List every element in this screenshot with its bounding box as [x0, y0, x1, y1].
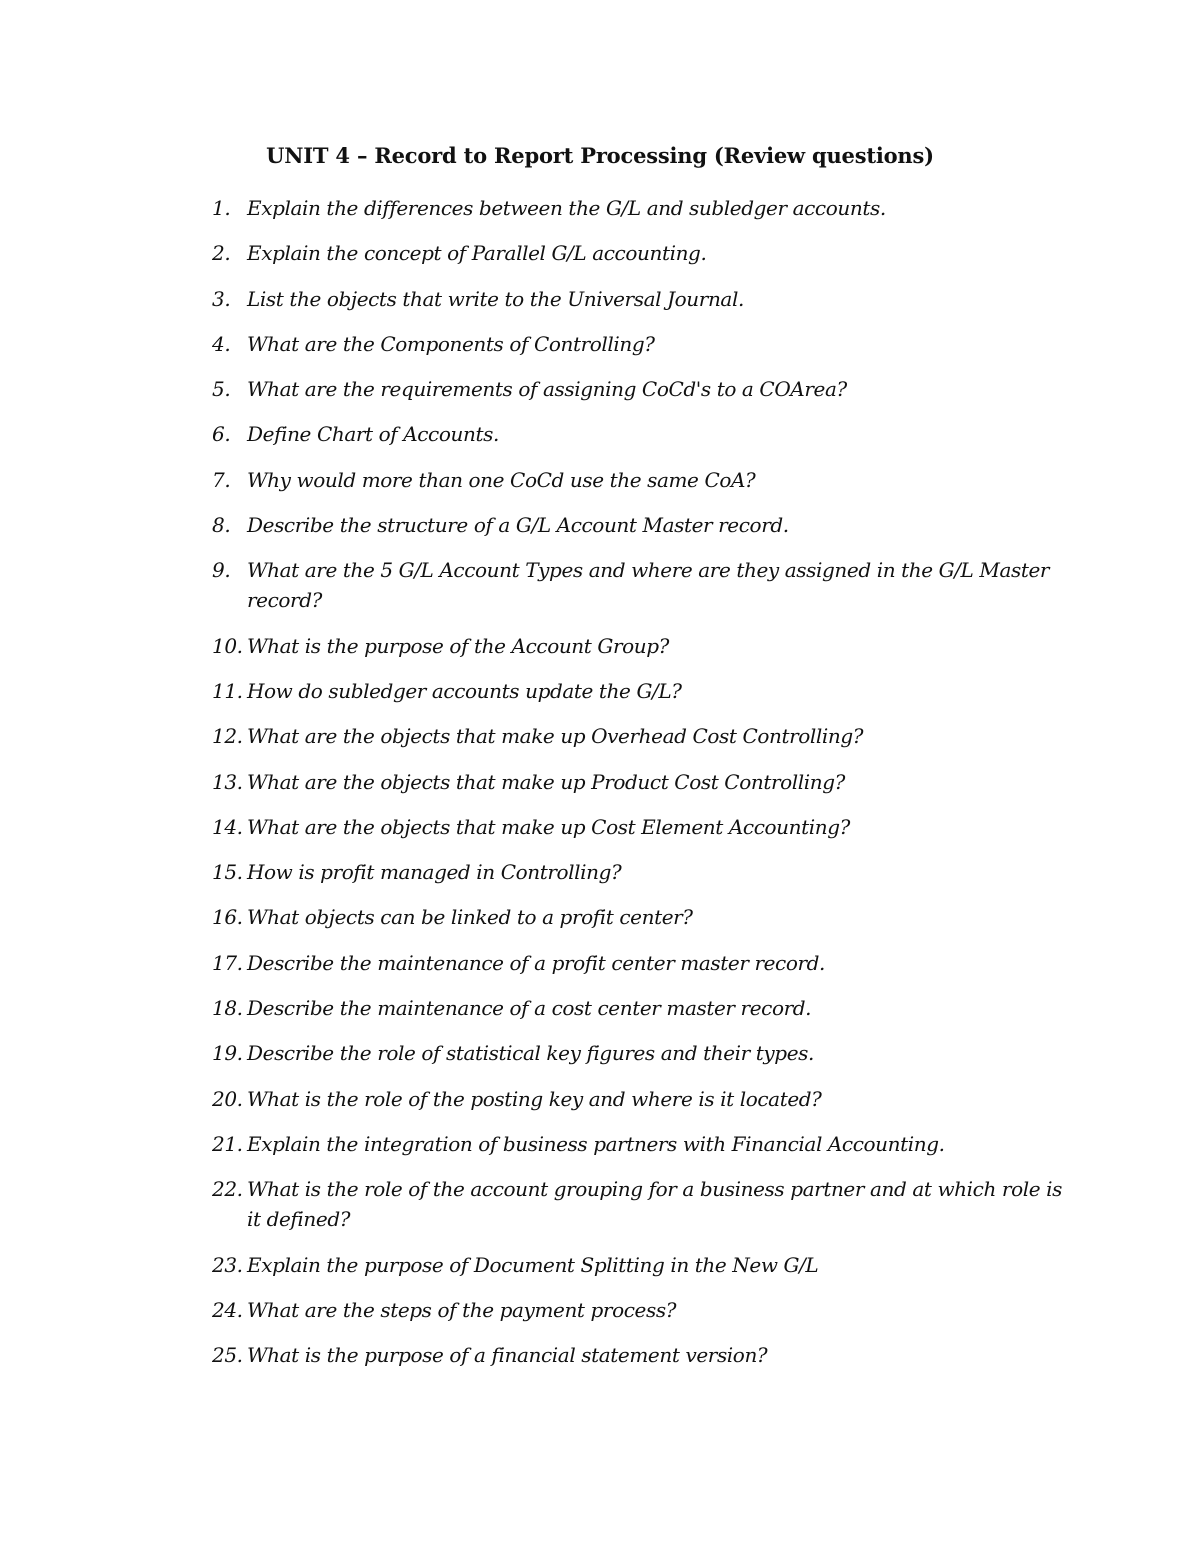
- page-title: UNIT 4 – Record to Report Processing (Review questions): [266, 143, 934, 168]
- question-text: Describe the role of statistical key figures and their types.: [247, 1041, 814, 1066]
- question-text: Why would more than one CoCd use the same CoA?: [247, 467, 756, 492]
- question-number: 16.: [212, 905, 243, 930]
- question-item: [212, 1295, 1062, 1325]
- question-number: 23.: [212, 1252, 243, 1277]
- question-text: Describe the structure of a G/L Account Master record.: [247, 513, 789, 538]
- question-number: 13.: [212, 769, 243, 794]
- question-number: 10.: [212, 633, 243, 658]
- question-number: 25.: [212, 1343, 243, 1368]
- question-item: [212, 238, 1062, 268]
- question-item: [212, 1174, 1062, 1234]
- question-text: What is the purpose of the Account Group?: [247, 633, 669, 658]
- question-number: 24.: [212, 1297, 243, 1322]
- question-number: 11.: [212, 678, 243, 703]
- question-text: Describe the maintenance of a profit center master record.: [247, 950, 826, 975]
- question-number: 4.: [212, 331, 231, 356]
- question-item: [212, 510, 1062, 540]
- question-item: [212, 1340, 1062, 1370]
- question-number: 19.: [212, 1041, 243, 1066]
- question-text: What are the requirements of assigning CoCd's to a COArea?: [247, 377, 847, 402]
- question-item: [212, 374, 1062, 404]
- question-number: 6.: [212, 422, 231, 447]
- question-text: What is the role of the posting key and where is it located?: [247, 1086, 822, 1111]
- question-text: What objects can be linked to a profit center?: [247, 905, 693, 930]
- question-number: 1.: [212, 196, 231, 220]
- question-item: [212, 857, 1062, 887]
- question-item: [212, 1038, 1062, 1068]
- question-number: 18.: [212, 996, 243, 1021]
- question-text: What are the Components of Controlling?: [247, 331, 655, 356]
- question-item: [212, 465, 1062, 495]
- question-item: [212, 902, 1062, 932]
- question-item: [212, 676, 1062, 706]
- question-text: How is profit managed in Controlling?: [247, 860, 622, 885]
- question-text: How do subledger accounts update the G/L?: [247, 678, 682, 703]
- question-item: [212, 329, 1062, 359]
- question-number: 8.: [212, 513, 231, 538]
- question-text: Define Chart of Accounts.: [247, 422, 499, 447]
- question-item: [212, 948, 1062, 978]
- question-number: 15.: [212, 860, 243, 885]
- question-text: What are the steps of the payment process?: [247, 1297, 677, 1322]
- question-number: 20.: [212, 1086, 243, 1111]
- question-item: [212, 1129, 1062, 1159]
- question-text: List the objects that write to the Universal Journal.: [247, 286, 744, 311]
- question-number: 12.: [212, 724, 243, 749]
- question-number: 3.: [212, 286, 231, 311]
- question-text: What are the objects that make up Cost Element Accounting?: [247, 814, 850, 839]
- question-text: What is the role of the account grouping for a business partner and at which role is it defined?: [247, 1177, 1062, 1232]
- question-text: What are the 5 G/L Account Types and where are they assigned in the G/L Master record?: [247, 558, 1050, 613]
- question-item: [212, 193, 1062, 223]
- question-item: [212, 1084, 1062, 1114]
- question-text: What are the objects that make up Product Cost Controlling?: [247, 769, 845, 794]
- question-text: What is the purpose of a financial statement version?: [247, 1343, 768, 1368]
- question-text: Explain the purpose of Document Splitting in the New G/L: [247, 1252, 819, 1277]
- question-item: [212, 1250, 1062, 1280]
- question-list: [212, 193, 1062, 1385]
- question-item: [212, 631, 1062, 661]
- question-number: 14.: [212, 814, 243, 839]
- question-item: [212, 284, 1062, 314]
- question-number: 17.: [212, 950, 243, 975]
- question-item: [212, 419, 1062, 449]
- question-number: 22.: [212, 1177, 243, 1202]
- question-item: [212, 555, 1062, 615]
- question-text: What are the objects that make up Overhead Cost Controlling?: [247, 724, 864, 749]
- question-item: [212, 721, 1062, 751]
- question-number: 2.: [212, 241, 231, 266]
- question-item: [212, 993, 1062, 1023]
- question-text: Explain the differences between the G/L and subledger accounts.: [247, 196, 886, 220]
- question-number: 21.: [212, 1131, 243, 1156]
- question-text: Describe the maintenance of a cost center master record.: [247, 996, 812, 1021]
- question-text: Explain the concept of Parallel G/L accounting.: [247, 241, 707, 266]
- question-number: 7.: [212, 467, 231, 492]
- question-text: Explain the integration of business partners with Financial Accounting.: [247, 1131, 945, 1156]
- question-number: 5.: [212, 377, 231, 402]
- question-item: [212, 812, 1062, 842]
- question-number: 9.: [212, 558, 231, 583]
- question-item: [212, 767, 1062, 797]
